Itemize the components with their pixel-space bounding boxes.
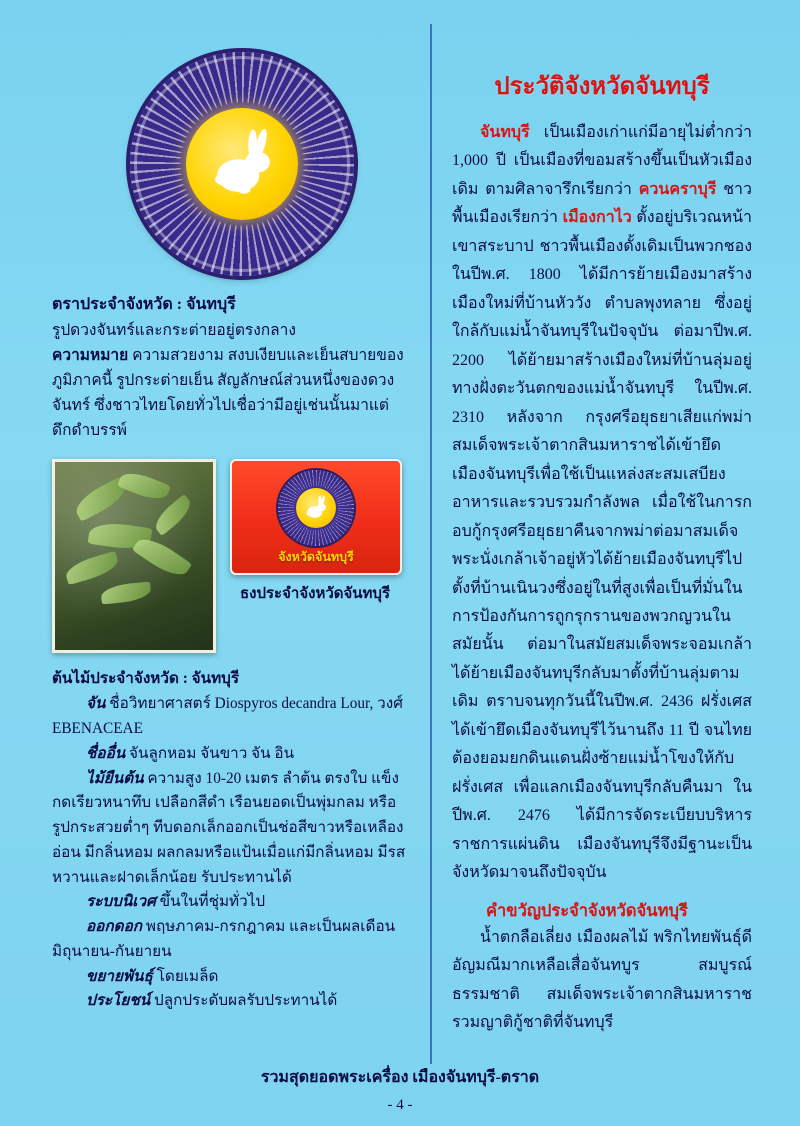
flag-block <box>230 459 400 605</box>
red-word-2: เมืองกาไว <box>562 209 632 227</box>
tree-name-label: จัน <box>86 695 106 713</box>
tree-other-label: ชื่ออื่น <box>86 744 126 762</box>
tree-desc-text: ความสูง 10-20 เมตร ลำต้น ตรงใบ แข็งกดเรียวหนาทึบ เปลือกสีดำ เรือนยอดเป็นพุ่มกลม หรือรูปกระสวยต่ำๆ ทีบดอกเล็กออกเป็นช่อสีขาวหรือเหลืองอ่อน มีกลิ่นหอม ผลกลมหรือแป้นเมื่อแก่มีกลิ่นหอม มีรสหวานและฝาดเล็กน้อย รับประทานได้ <box>52 769 406 886</box>
seal-caption-line1: รูปดวงจันทร์และกระต่ายอยู่ตรงกลาง <box>52 321 296 339</box>
tree-use-label: ประโยชน์ <box>86 992 151 1010</box>
history-text-1: เป็นเมืองเก่าแก่มีอายุไม่ต่ำกว่า 1,000 ปี เป็นเมืองที่ขอมสร้างขึ้นเป็นหัวเมืองเดิม ตามศิลาจารึกเรียกว่า <box>452 124 752 198</box>
lead-bold-word: จันทบุรี <box>480 124 530 141</box>
motto-paragraph <box>452 924 752 1038</box>
seal-meaning <box>52 343 412 443</box>
tree-bloom <box>52 915 412 965</box>
provincial-tree-section <box>52 667 412 1014</box>
flag-caption: ธงประจำจังหวัดจันทบุรี <box>240 586 390 603</box>
tree-title: ต้นไม้ประจำจังหวัด : จันทบุรี <box>52 670 240 688</box>
history-text-2: ชาวพื้นเมืองเรียกว่า <box>452 180 753 227</box>
tree-eco-label: ระบบนิเวศ <box>86 893 156 911</box>
tree-desc-label: ไม้ยืนต้น <box>86 769 144 787</box>
tree-family-text: วงศ์ EBENACEAE <box>52 695 403 737</box>
tree-bloom-text: พฤษภาคม-กรกฎาคม และเป็นผลเดือนมิถุนายน-กันยายน <box>52 918 396 960</box>
seal-caption-title: ตราประจำจังหวัด : จันทบุรี <box>52 296 236 313</box>
plant-photo <box>52 459 216 653</box>
left-column <box>52 40 412 1014</box>
flag-rabbit-icon <box>294 486 338 530</box>
right-column <box>452 66 752 1038</box>
tree-uses <box>52 989 412 1014</box>
red-word-1: ควนคราบุรี <box>638 180 717 198</box>
tree-description <box>52 767 412 891</box>
page-number: - 4 - <box>387 1097 413 1113</box>
tree-scientific <box>52 692 412 742</box>
tree-eco-text: ขึ้นในที่ชุ่มทั่วไป <box>159 893 266 911</box>
tree-propagate-text: โดยเมล็ด <box>156 967 219 985</box>
page-footer: รวมสุดยอดพระเครื่อง เมืองจันทบุรี-ตราด <box>260 1069 540 1086</box>
tree-sci-text: ชื่อวิทยาศาสตร์ Diospyros decandra Lour, <box>109 695 374 713</box>
history-text-3: ตั้งอยู่บริเวณหน้าเขาสระบาป ชาวพื้นเมืองดั้งเดิมเป็นพวกชอง ในปีพ.ศ. 1800 ได้มีการย้ายเมืองมาสร้างเมืองใหม่ที่บ้านหัววัง ตำบลพุงทลาย ซึ่งอยู่ใกล้กับแม่น้ำจันทบุรีในปัจจุบัน ต่อมาปีพ.ศ. 2200 ได้ย้ายมาสร้างเมืองใหม่ที่บ้านลุ่มอยู่ทางฝั่งตะวันตกของแม่น้ำจันทบุรี ในปีพ.ศ. 2310 หลังจาก กรุงศรีอยุธยาเสียแก่พม่า สมเด็จพระเจ้าตากสินมหาราชได้เข้ายึดเมืองจันทบุรีเพื่อใช้เป็นแหล่งสะสมเสบียงอาหารและรวบรวมกำลังพล เมื่อใช้ในการกอบกู้กรุงศรีอยุธยาคืนจากพม่าต่อมาสมเด็จพระนั่งเกล้าเจ้าอยู่หัวได้ย้ายเมืองจันทบุรีไปตั้งที่บ้านเนินวงซึ่งอยู่ในที่สูงเพื่อเป็นที่มั่นในการป้องกันการถูกรุกรานของพวกญวนในสมัยนั้น ต่อมาในสมัยสมเด็จพระจอมเกล้า ได้ย้ายเมืองจันทบุรีกลับมาตั้งที่บ้านลุ่มตามเดิม ตราบจนทุกวันนี้ในปีพ.ศ. 2436 ฝรั่งเศส ได้เข้ายึดเมืองจันทบุรีไว้นานถึง 11 ปี จนไทยต้องยอมยกดินแดนฝั่งซ้ายแม่น้ำโขงให้กับฝรั่งเศส เพื่อแลกเมืองจันทบุรีกลับคืนมา ในปีพ.ศ. 2476 ได้มีการจัดระเบียบบริหารราชการแผ่นดิน เมืองจันทบุรีจึงมีฐานะเป็นจังหวัดมาจนถึงปัจจุบัน <box>452 209 753 882</box>
province-seal <box>130 52 360 282</box>
seal-meaning-text: ความสวยงาม สงบเงียบและเย็นสบายของภูมิภาคนี้ รูปกระต่ายเย็น สัญลักษณ์ส่วนหนึ่งของดวงจันทร์ ซึ่งชาวไทยโดยทั่วไปเชื่อว่ามีอยู่เช่นนั้นมาแต่ดึกดำบรรพ์ <box>52 347 404 440</box>
tree-use-text: ปลูกประดับผลรับประทานได้ <box>154 992 338 1010</box>
tree-propagate-label: ขยายพันธุ์ <box>86 967 153 985</box>
province-flag <box>230 459 402 575</box>
tree-other-names <box>52 742 412 767</box>
motto-text: น้ำตกลือเลี่ยง เมืองผลไม้ พริกไทยพันธุ์ดี อัญมณีมากเหลือเสื่อจันทบูร สมบูรณ์ธรรมชาติ สมเด็จพระเจ้าตากสินมหาราช รวมญาติกู้ชาติที่จันทบุรี <box>452 928 752 1032</box>
flag-label: จังหวัดจันทบุรี <box>278 550 354 565</box>
photo-row <box>52 459 412 653</box>
column-divider <box>430 24 432 1064</box>
history-paragraph <box>452 119 752 888</box>
tree-other-text: จันลูกหอม จันขาว จัน อิน <box>129 744 295 762</box>
tree-propagation <box>52 965 412 990</box>
page-title: ประวัติจังหวัดจันทบุรี <box>494 74 710 100</box>
seal-meaning-label: ความหมาย <box>52 347 129 365</box>
tree-bloom-label: ออกดอก <box>86 918 143 936</box>
tree-ecology <box>52 890 412 915</box>
motto-heading: คำขวัญประจำจังหวัดจันทบุรี <box>486 900 688 920</box>
